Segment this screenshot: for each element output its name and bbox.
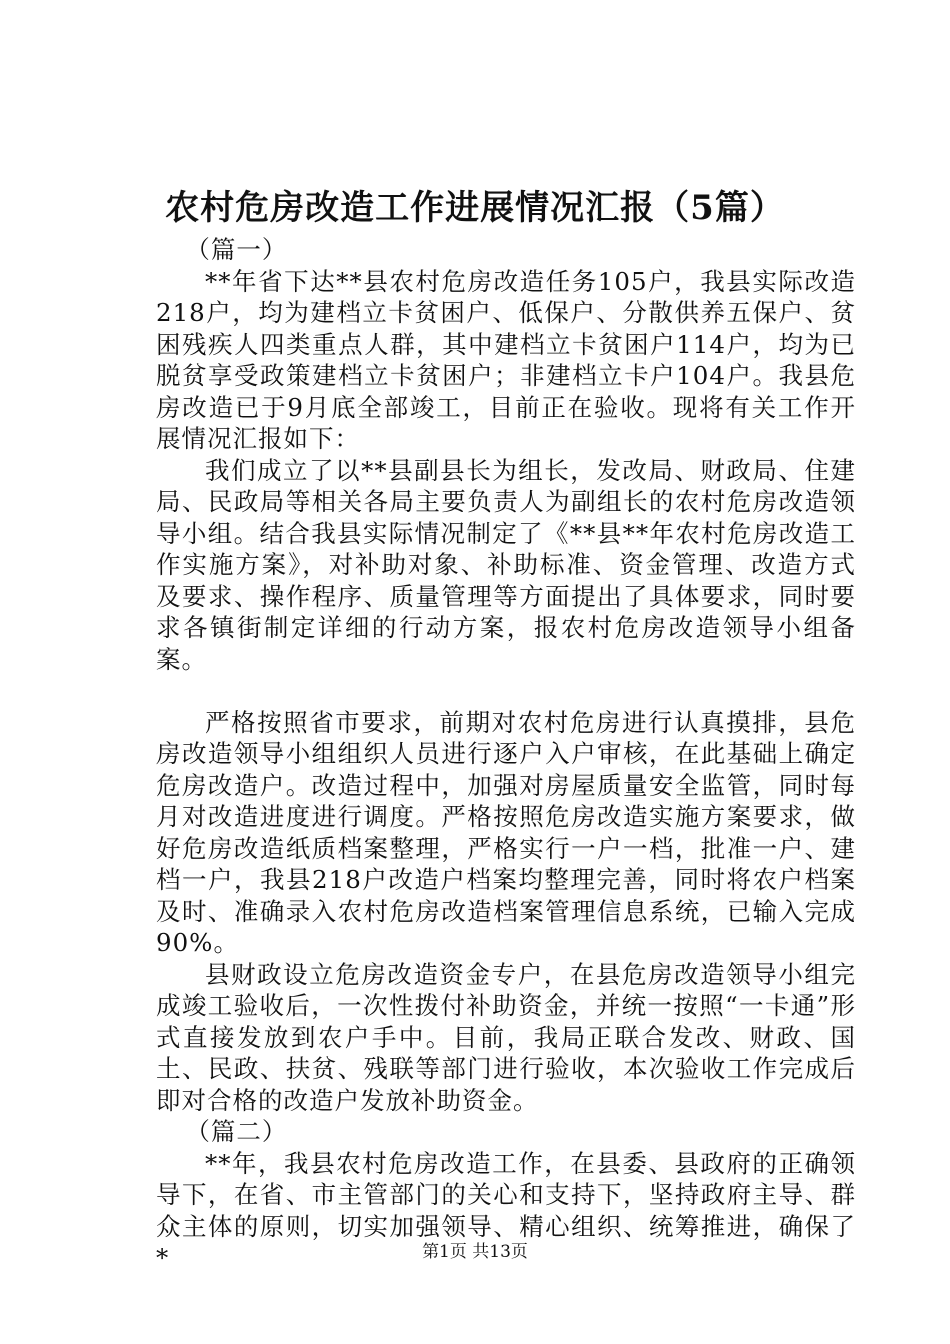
paragraph: 我们成立了以**县副县长为组长，发改局、财政局、住建局、民政局等相关各局主要负责人为副组长的农村危房改造领导小组。结合我县实际情况制定了《**县**年农村危房改造工作实施方案》，对补助对象、补助标准、资金管理、改造方式及要求、操作程序、质量管理等方面提出了具体要求，同时要求各镇街制定详细的行动方案，报农村危房改造领导小组备案。 (156, 455, 856, 674)
section-heading-2: （篇二） (185, 1117, 288, 1146)
document-body (156, 234, 856, 1274)
section-heading-1: （篇一） (185, 235, 288, 264)
paragraph: 县财政设立危房改造资金专户，在县危房改造领导小组完成竣工验收后，一次性拨付补助资金，并统一按照“一卡通”形式直接发放到农户手中。目前，我局正联合发改、财政、国土、民政、扶贫、残联等部门进行验收，本次验收工作完成后即对合格的改造户发放补助资金。 (156, 959, 856, 1115)
paragraph: **年省下达**县农村危房改造任务105户，我县实际改造218户，均为建档立卡贫困户、低保户、分散供养五保户、贫困残疾人四类重点人群，其中建档立卡贫困户114户，均为已脱贫享受政策建档立卡贫困户；非建档立卡户104户。我县危房改造已于9月底全部竣工，目前正在验收。现将有关工作开展情况汇报如下： (156, 266, 856, 453)
paragraph: **年，我县农村危房改造工作，在县委、县政府的正确领导下，在省、市主管部门的关心和支持下，坚持政府主导、群众主体的原则，切实加强领导、精心组织、统筹推进，确保了* (156, 1148, 856, 1272)
page-title: 农村危房改造工作进展情况汇报（5篇） (165, 188, 785, 228)
page-footer: 第1页 共13页 (422, 1242, 528, 1262)
paragraph: 严格按照省市要求，前期对农村危房进行认真摸排，县危房改造领导小组组织人员进行逐户入户审核，在此基础上确定危房改造户。改造过程中，加强对房屋质量安全监管，同时每月对改造进度进行调度。严格按照危房改造实施方案要求，做好危房改造纸质档案整理，严格实行一户一档，批准一户、建档一户，我县218户改造户档案均整理完善，同时将农户档案及时、准确录入农村危房改造档案管理信息系统，已输入完成90%。 (156, 707, 856, 957)
